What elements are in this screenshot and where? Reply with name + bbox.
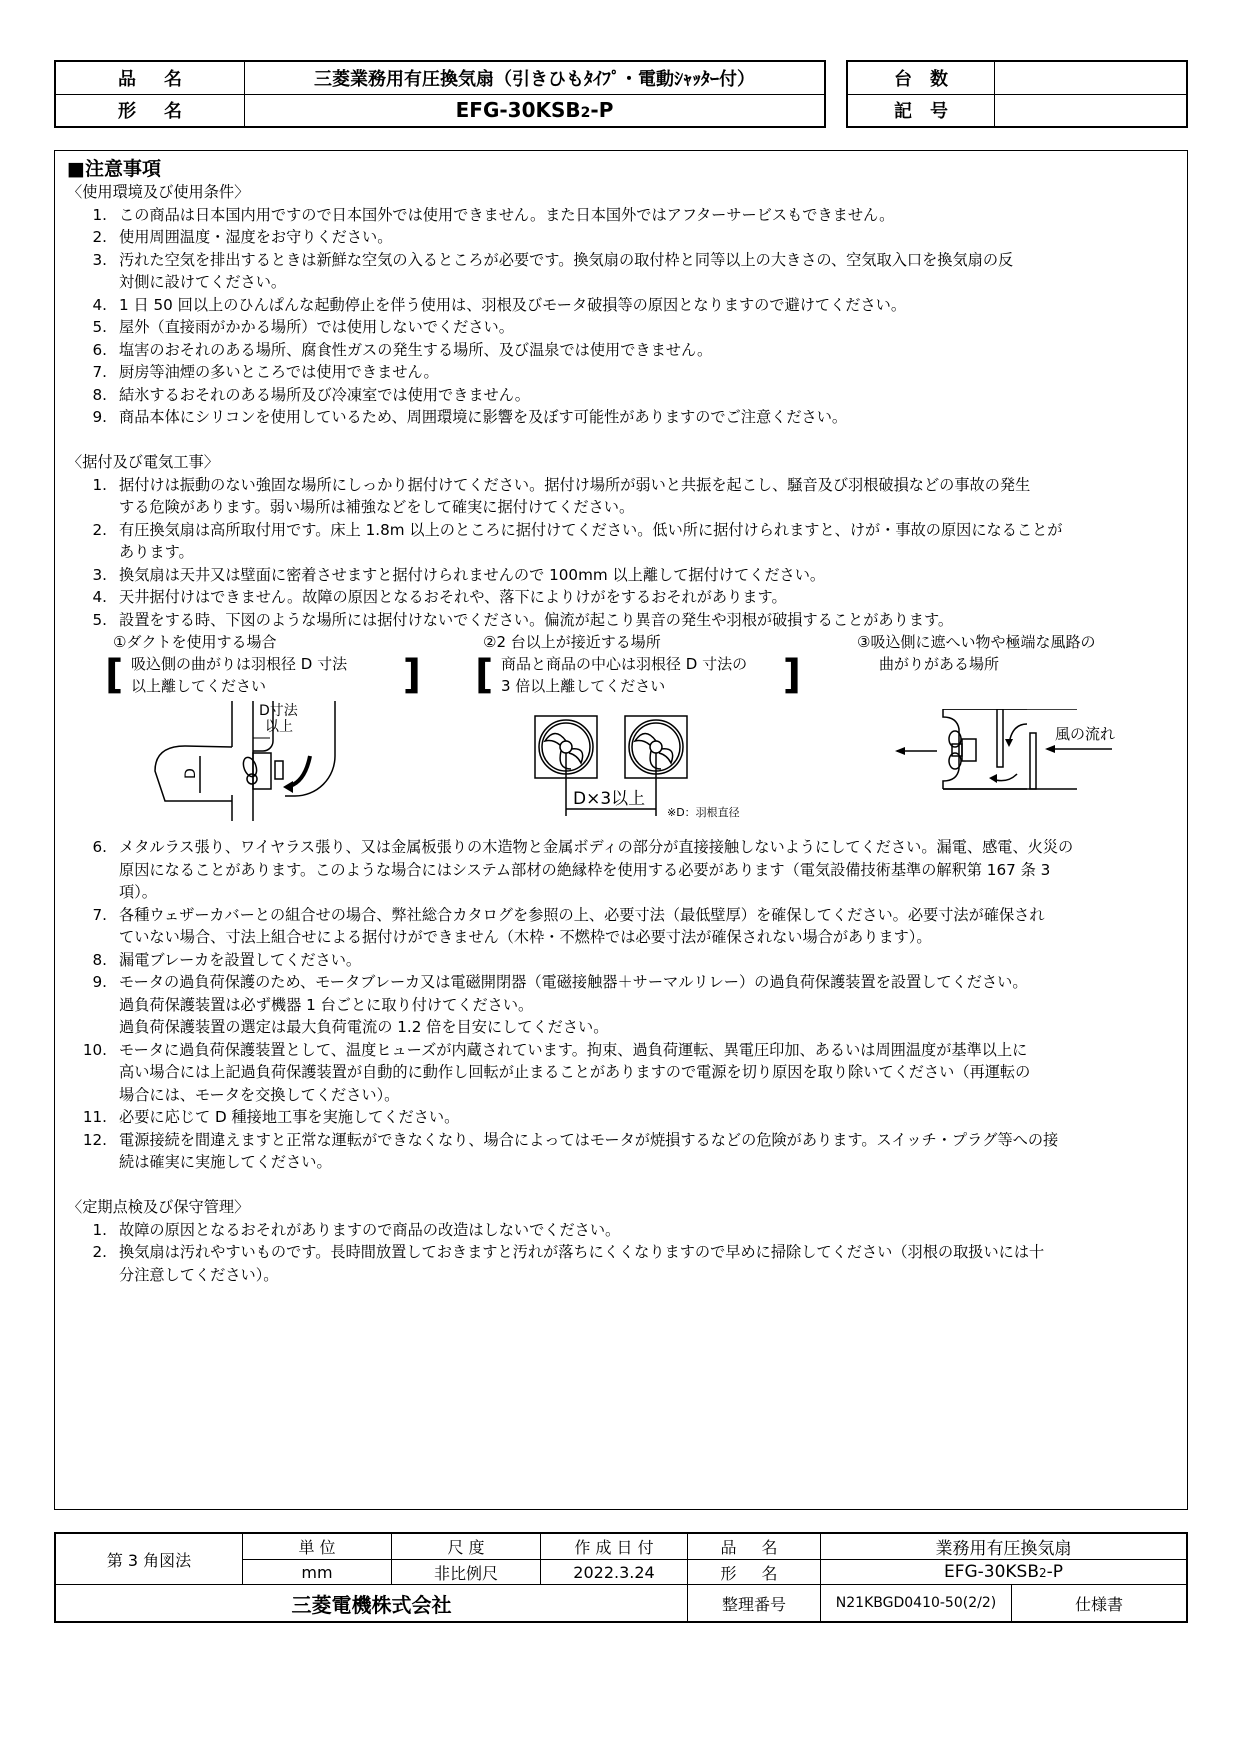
notes-box [54,150,1188,1510]
company-name: 三菱電機株式会社 [55,1585,688,1623]
item-text: 据付けは振動のない強固な場所にしっかり据付けてください。据付け場所が弱いと共振を起こし、騒音及び羽根破損などの事故の発生 する危険があります。弱い場所は補強などをして確実に据付けてください。 [119,475,1031,516]
maintenance-list [67,1219,1175,1287]
list-item [67,586,1175,609]
section-heading-installation: 〈据付及び電気工事〉 [67,453,219,471]
list-item [67,384,1175,407]
item-number: 6. [92,838,107,856]
item-number: 12. [82,1130,107,1149]
diagram-multiple-note: [ 商品と商品の中心は羽根径 D 寸法の 3 倍以上離してください ] [475,652,801,698]
svg-text:風の流れ: 風の流れ [1055,725,1116,743]
list-item [67,971,1175,1039]
product-name: 三菱業務用有圧換気扇（引きひもﾀｲﾌﾟ・電動ｼｬｯﾀｰ付） [245,61,826,94]
projection-method: 第 3 角図法 [55,1533,243,1585]
item-number: 7. [92,905,107,924]
bracket-left-icon: [ [105,652,124,698]
item-number: 5. [92,318,107,336]
item-text: 天井据付けはできません。故障の原因となるおそれや、落下によりけがをするおそれがあります。 [119,588,787,606]
item-number: 11. [82,1108,107,1126]
item-number: 1. [92,1220,107,1239]
duct-diagram-icon [125,701,455,821]
item-text: 結氷するおそれのある場所及び冷凍室では使用できません。 [119,385,530,404]
diagram-multiple-units [475,631,835,819]
symbol-value [995,94,1188,127]
usage-list [67,204,1175,429]
list-item [67,226,1175,249]
ref-number: N21KBGD0410-50(2/2) [821,1585,1012,1623]
item-text: 使用周囲温度・湿度をお守りください。 [119,228,393,246]
quantity-value [995,61,1188,94]
bracket-right-icon: ] [782,652,801,698]
notes-title: ■注意事項 [67,158,161,180]
list-item [67,204,1175,227]
item-text: モータに過負荷保護装置として、温度ヒューズが内蔵されています。拘束、過負荷運転、異電圧印加、あるいは周囲温度が基準以上に 高い場合には上記過負荷保護装置が自動的に動作し回転が止まることがありますので電源を切り原因を取り除いてください（再運転の 場合には、モータを交換してください）。 [119,1040,1031,1104]
item-text: 商品本体にシリコンを使用しているため、周囲環境に影響を及ぼす可能性がありますのでご注意ください。 [119,408,848,426]
list-item [67,249,1175,294]
model-name [245,94,826,127]
list-item [67,1129,1175,1174]
model-value: EFG-30KSB2-P [455,98,614,123]
unit-label: 単 位 [243,1533,392,1560]
item-number: 10. [82,1040,107,1059]
list-item [67,836,1175,904]
model-label-footer: 形 名 [688,1560,821,1585]
item-text: この商品は日本国内用ですので日本国外では使用できません。また日本国外ではアフターサービスもできません。 [119,205,895,224]
list-item [67,1106,1175,1129]
item-text: メタルラス張り、ワイヤラス張り、又は金属板張りの木造物と金属ボディの部分が直接接触しないようにしてください。漏電、感電、火災の 原因になることがあります。このような場合にはシステム部材の絶縁枠を使用する必要があります（電気設備技術基準の解釈第 167 条 3 項）。 [119,838,1074,901]
list-item [67,949,1175,972]
item-number: 8. [92,950,107,969]
doc-type: 仕様書 [1012,1585,1188,1623]
notes-content [67,157,1175,1286]
item-text: モータの過負荷保護のため、モータブレーカ又は電磁開閉器（電磁接触器＋サーマルリレー）の過負荷保護装置を設置してください。 過負荷保護装置は必ず機器 1 台ごとに取り付けてください。 過負荷保護装置の選定は最大負荷電流の 1.2 倍を目安にしてください。 [119,973,1028,1036]
bracket-right-icon: ] [402,652,421,698]
list-item [67,339,1175,362]
list-item [67,361,1175,384]
product-name-label: 品名 [55,61,245,94]
symbol-label: 記号 [847,94,995,127]
diagram-multiple-title: ②2 台以上が接近する場所 [483,633,661,651]
item-text: 換気扇は天井又は壁面に密着させますと据付けられませんので 100mm 以上離して据付けてください。 [119,565,826,584]
item-number: 8. [92,385,107,404]
item-text: 屋外（直接雨がかかる場所）では使用しないでください。 [119,318,514,336]
svg-text:D寸法: D寸法 [259,703,298,719]
title-block [54,1532,1188,1623]
svg-text:D: D [183,768,199,779]
item-text: 必要に応じて D 種接地工事を実施してください。 [119,1108,460,1126]
list-item [67,316,1175,339]
diagram-duct-title: ①ダクトを使用する場合 [113,633,277,651]
installation-list-b [67,836,1175,1174]
list-item [67,1219,1175,1242]
item-text: 漏電ブレーカを設置してください。 [119,950,362,969]
svg-text:以上: 以上 [265,719,293,735]
list-item [67,474,1175,519]
item-text: 故障の原因となるおそれがありますので商品の改造はしないでください。 [119,1220,621,1239]
item-number: 7. [92,363,107,381]
ref-label: 整理番号 [688,1585,821,1623]
footer-product-value: 業務用有圧換気扇 [821,1533,1188,1560]
list-item [67,564,1175,587]
item-text: 設置をする時、下図のような場所には据付けないでください。偏流が起こり異音の発生や羽根が破損することがあります。 [119,610,954,629]
list-item [67,406,1175,429]
obstruction-diagram-icon [877,709,1177,819]
scale-label: 尺 度 [392,1533,541,1560]
item-number: 9. [92,408,107,426]
quantity-label: 台数 [847,61,995,94]
item-text: 換気扇は汚れやすいものです。長時間放置しておきますと汚れが落ちにくくなりますので早めに掃除してください（羽根の取扱いには十 分注意してください）。 [119,1243,1045,1284]
diagram-obstruction-title: ③吸込側に遮へい物や極端な風路の [857,633,1096,651]
item-number: 4. [92,588,107,606]
item-number: 6. [92,340,107,359]
installation-list-a [67,474,1175,632]
list-item [67,519,1175,564]
item-text: 1 日 50 回以上のひんぱんな起動停止を伴う使用は、羽根及びモータ破損等の原因となりますので避けてください。 [119,295,907,314]
list-item [67,904,1175,949]
item-number: 3. [92,250,107,269]
scale-value: 非比例尺 [392,1560,541,1585]
two-fans-diagram-icon [515,711,815,836]
item-number: 1. [92,475,107,494]
installation-diagrams [67,631,1175,836]
list-item [67,1039,1175,1107]
list-item [67,1241,1175,1286]
item-number: 5. [92,610,107,629]
model-label: 形名 [55,94,245,127]
svg-text:※D：羽根直径: ※D：羽根直径 [667,806,740,819]
section-heading-maintenance: 〈定期点検及び保守管理〉 [67,1198,250,1216]
diagram-obstruction: ③吸込側に遮へい物や極端な風路の 曲がりがある場所 風の流れ [857,631,1177,675]
item-number: 9. [92,973,107,991]
item-text: 電源接続を間違えますと正常な運転ができなくなり、場合によってはモータが焼損するなどの危険があります。スイッチ・プラグ等への接 続は確実に実施してください。 [119,1130,1059,1171]
footer-model-value: EFG-30KSB2-P [821,1560,1188,1585]
date-value: 2022.3.24 [541,1560,688,1585]
product-label: 品 名 [688,1533,821,1560]
header-product-table [54,60,826,128]
date-label: 作 成 日 付 [541,1533,688,1560]
item-text: 有圧換気扇は高所取付用です。床上 1.8m 以上のところに据付けてください。低い所に据付けられますと、けが・事故の原因になることが あります。 [119,520,1063,561]
section-heading-usage: 〈使用環境及び使用条件〉 [67,183,250,201]
list-item [67,294,1175,317]
item-number: 2. [92,1243,107,1261]
item-text: 各種ウェザーカバーとの組合せの場合、弊社総合カタログを参照の上、必要寸法（最低壁厚）を確保してください。必要寸法が確保され ていない場合、寸法上組合せによる据付けができません（木枠・不燃枠では必要寸法が確保されない場合があります）。 [119,905,1045,946]
item-text: 塩害のおそれのある場所、腐食性ガスの発生する場所、及び温泉では使用できません。 [119,340,713,359]
item-number: 4. [92,295,107,314]
item-text: 厨房等油煙の多いところでは使用できません。 [119,363,439,381]
svg-text:D×3以上: D×3以上 [573,789,646,809]
item-number: 2. [92,228,107,246]
item-number: 1. [92,205,107,224]
diagram-duct-note: [ 吸込側の曲がりは羽根径 D 寸法 以上離してください ] [105,652,421,698]
item-number: 3. [92,565,107,584]
bracket-left-icon: [ [475,652,494,698]
item-text: 汚れた空気を排出するときは新鮮な空気の入るところが必要です。換気扇の取付枠と同等以上の大きさの、空気取入口を換気扇の反 対側に設けてください。 [119,250,1014,291]
list-item [67,609,1175,632]
item-number: 2. [92,520,107,539]
unit-value: mm [243,1560,392,1585]
diagram-duct [105,631,445,779]
header-quantity-table [846,60,1188,128]
